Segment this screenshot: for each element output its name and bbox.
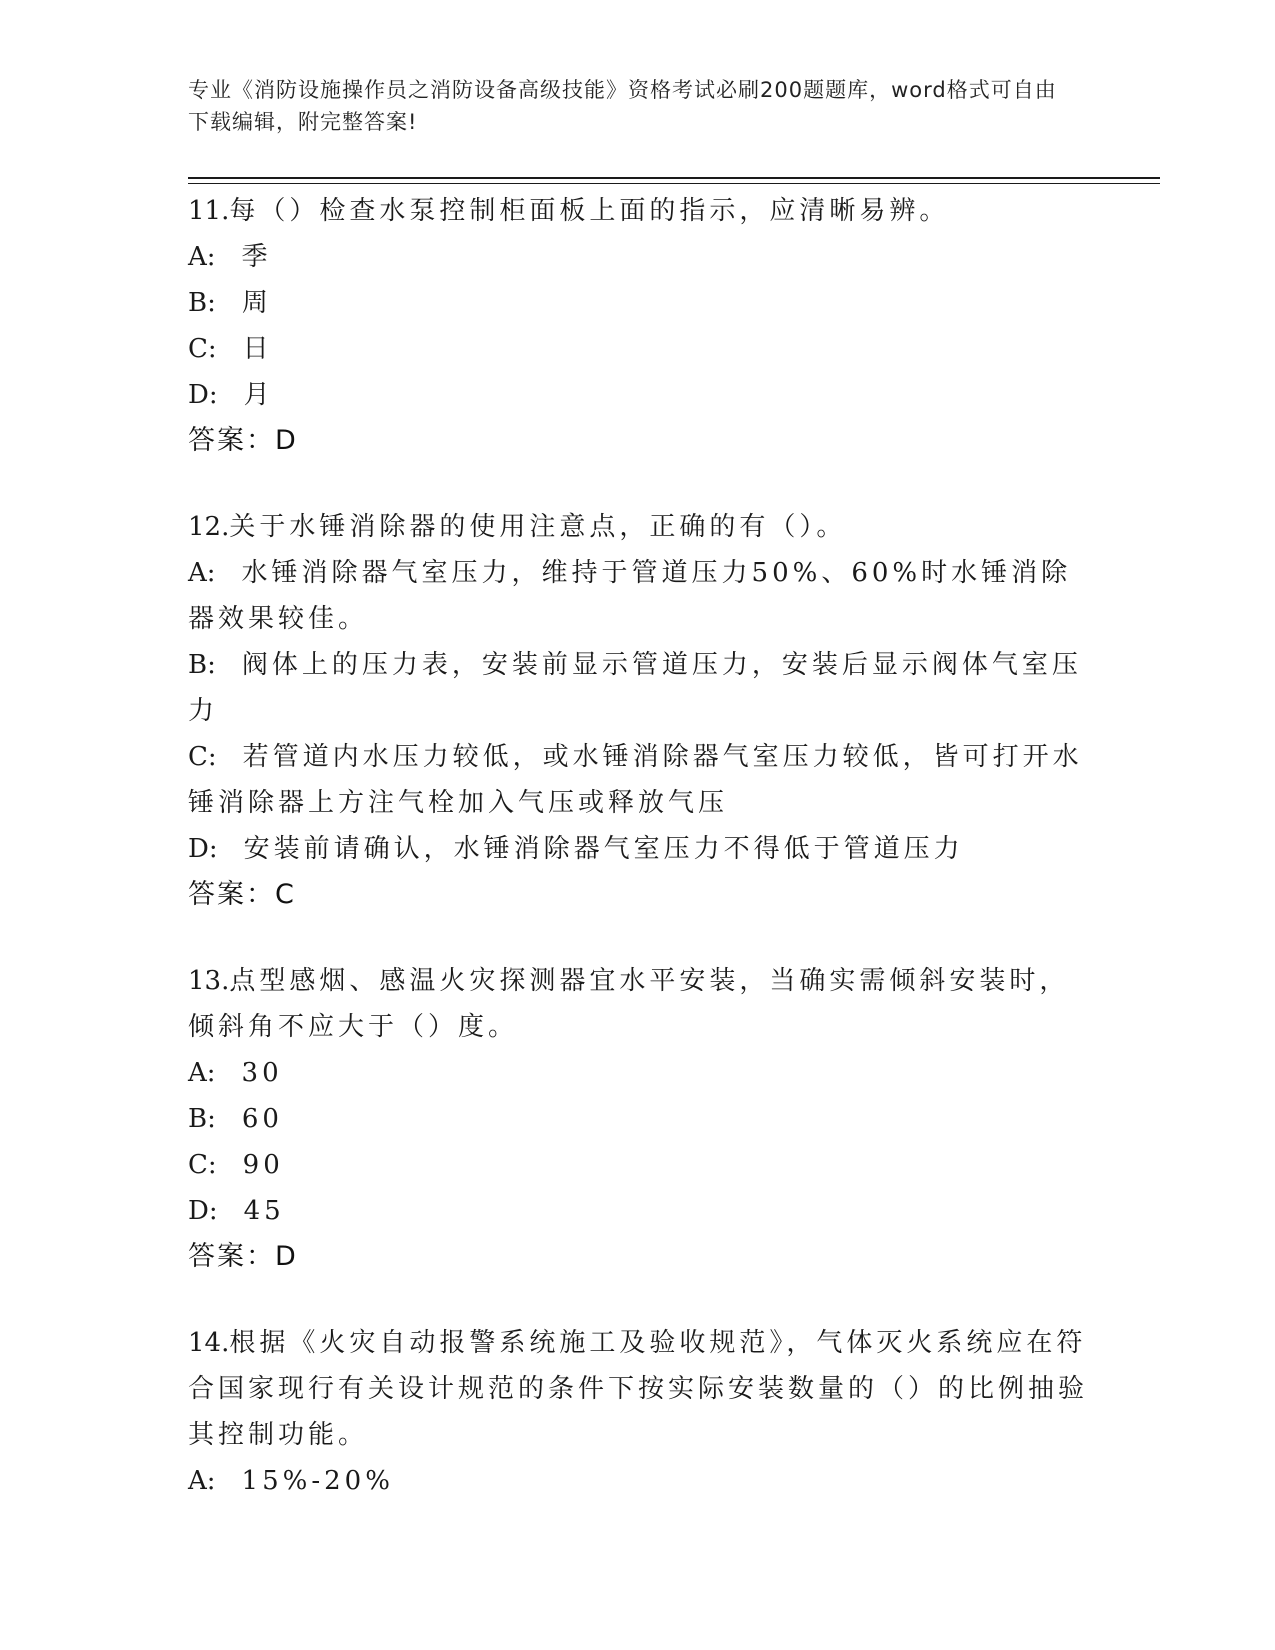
answer-key: 答案：C	[188, 879, 296, 910]
option-key: C:	[188, 1150, 217, 1180]
answer-option	[188, 1142, 1088, 1188]
question-stem: 关于水锤消除器的使用注意点，正确的有（）。	[229, 512, 847, 542]
question-text	[188, 1320, 1088, 1458]
option-text: 季	[241, 242, 272, 272]
question-number: 11.	[188, 196, 230, 226]
answer-option	[188, 1050, 1088, 1096]
question-stem: 每（）检查水泵控制柜面板上面的指示，应清晰易辨。	[229, 196, 950, 226]
option-text: 日	[242, 334, 273, 364]
question-text	[188, 188, 1088, 234]
question-text	[188, 958, 1088, 1050]
answer-option	[188, 280, 1088, 326]
question-block	[188, 188, 1088, 464]
option-text: 水锤消除器气室压力，维持于管道压力50%、60%时水锤消除器效果较佳。	[188, 558, 1072, 634]
option-text: 阀体上的压力表，安装前显示管道压力，安装后显示阀体气室压力	[188, 650, 1082, 726]
option-text: 周	[241, 288, 272, 318]
option-text: 30	[241, 1058, 283, 1088]
answer-key: 答案：D	[188, 1241, 298, 1272]
answer-option	[188, 1458, 1088, 1504]
option-key: D:	[188, 1196, 218, 1226]
option-text: 45	[243, 1196, 285, 1226]
question-stem: 根据《火灾自动报警系统施工及验收规范》，气体灭火系统应在符合国家现行有关设计规范的条件下按实际安装数量的（）的比例抽验其控制功能。	[188, 1328, 1089, 1450]
option-key: B:	[188, 650, 216, 680]
question-list	[188, 188, 1088, 1544]
question-block	[188, 1320, 1088, 1504]
header-divider-thin	[188, 183, 1160, 184]
answer-option	[188, 1096, 1088, 1142]
question-stem: 点型感烟、感温火灾探测器宜水平安装，当确实需倾斜安装时，倾斜角不应大于（）度。	[188, 966, 1070, 1042]
option-key: D:	[188, 834, 218, 864]
header-divider-thick	[188, 177, 1160, 179]
answer-option	[188, 1188, 1088, 1234]
option-key: C:	[188, 334, 217, 364]
question-text	[188, 504, 1088, 550]
question-block	[188, 958, 1088, 1280]
option-key: B:	[188, 1104, 216, 1134]
question-number: 13.	[188, 966, 230, 996]
question-number: 14.	[188, 1328, 230, 1358]
answer-option	[188, 372, 1088, 418]
option-text: 安装前请确认，水锤消除器气室压力不得低于管道压力	[243, 834, 964, 864]
answer-option	[188, 826, 1088, 872]
option-key: A:	[188, 1058, 216, 1088]
answer-option	[188, 326, 1088, 372]
option-text: 月	[243, 380, 274, 410]
option-text: 若管道内水压力较低，或水锤消除器气室压力较低，皆可打开水锤消除器上方注气栓加入气压或释放气压	[188, 742, 1083, 818]
option-key: B:	[188, 288, 216, 318]
option-text: 90	[242, 1150, 284, 1180]
question-number: 12.	[188, 512, 230, 542]
answer-option	[188, 734, 1088, 826]
option-key: D:	[188, 380, 218, 410]
question-block	[188, 504, 1088, 918]
answer-key: 答案：D	[188, 425, 298, 456]
answer-option	[188, 234, 1088, 280]
answer-option	[188, 642, 1088, 734]
answer-option	[188, 550, 1088, 642]
option-text: 60	[241, 1104, 283, 1134]
option-key: A:	[188, 242, 216, 272]
option-key: C:	[188, 742, 217, 772]
option-key: A:	[188, 558, 216, 588]
option-key: A:	[188, 1466, 216, 1496]
option-text: 15%-20%	[241, 1466, 394, 1496]
document-header-title: 专业《消防设施操作员之消防设备高级技能》资格考试必刷200题题库，word格式可自由下载编辑，附完整答案!	[188, 78, 1057, 134]
